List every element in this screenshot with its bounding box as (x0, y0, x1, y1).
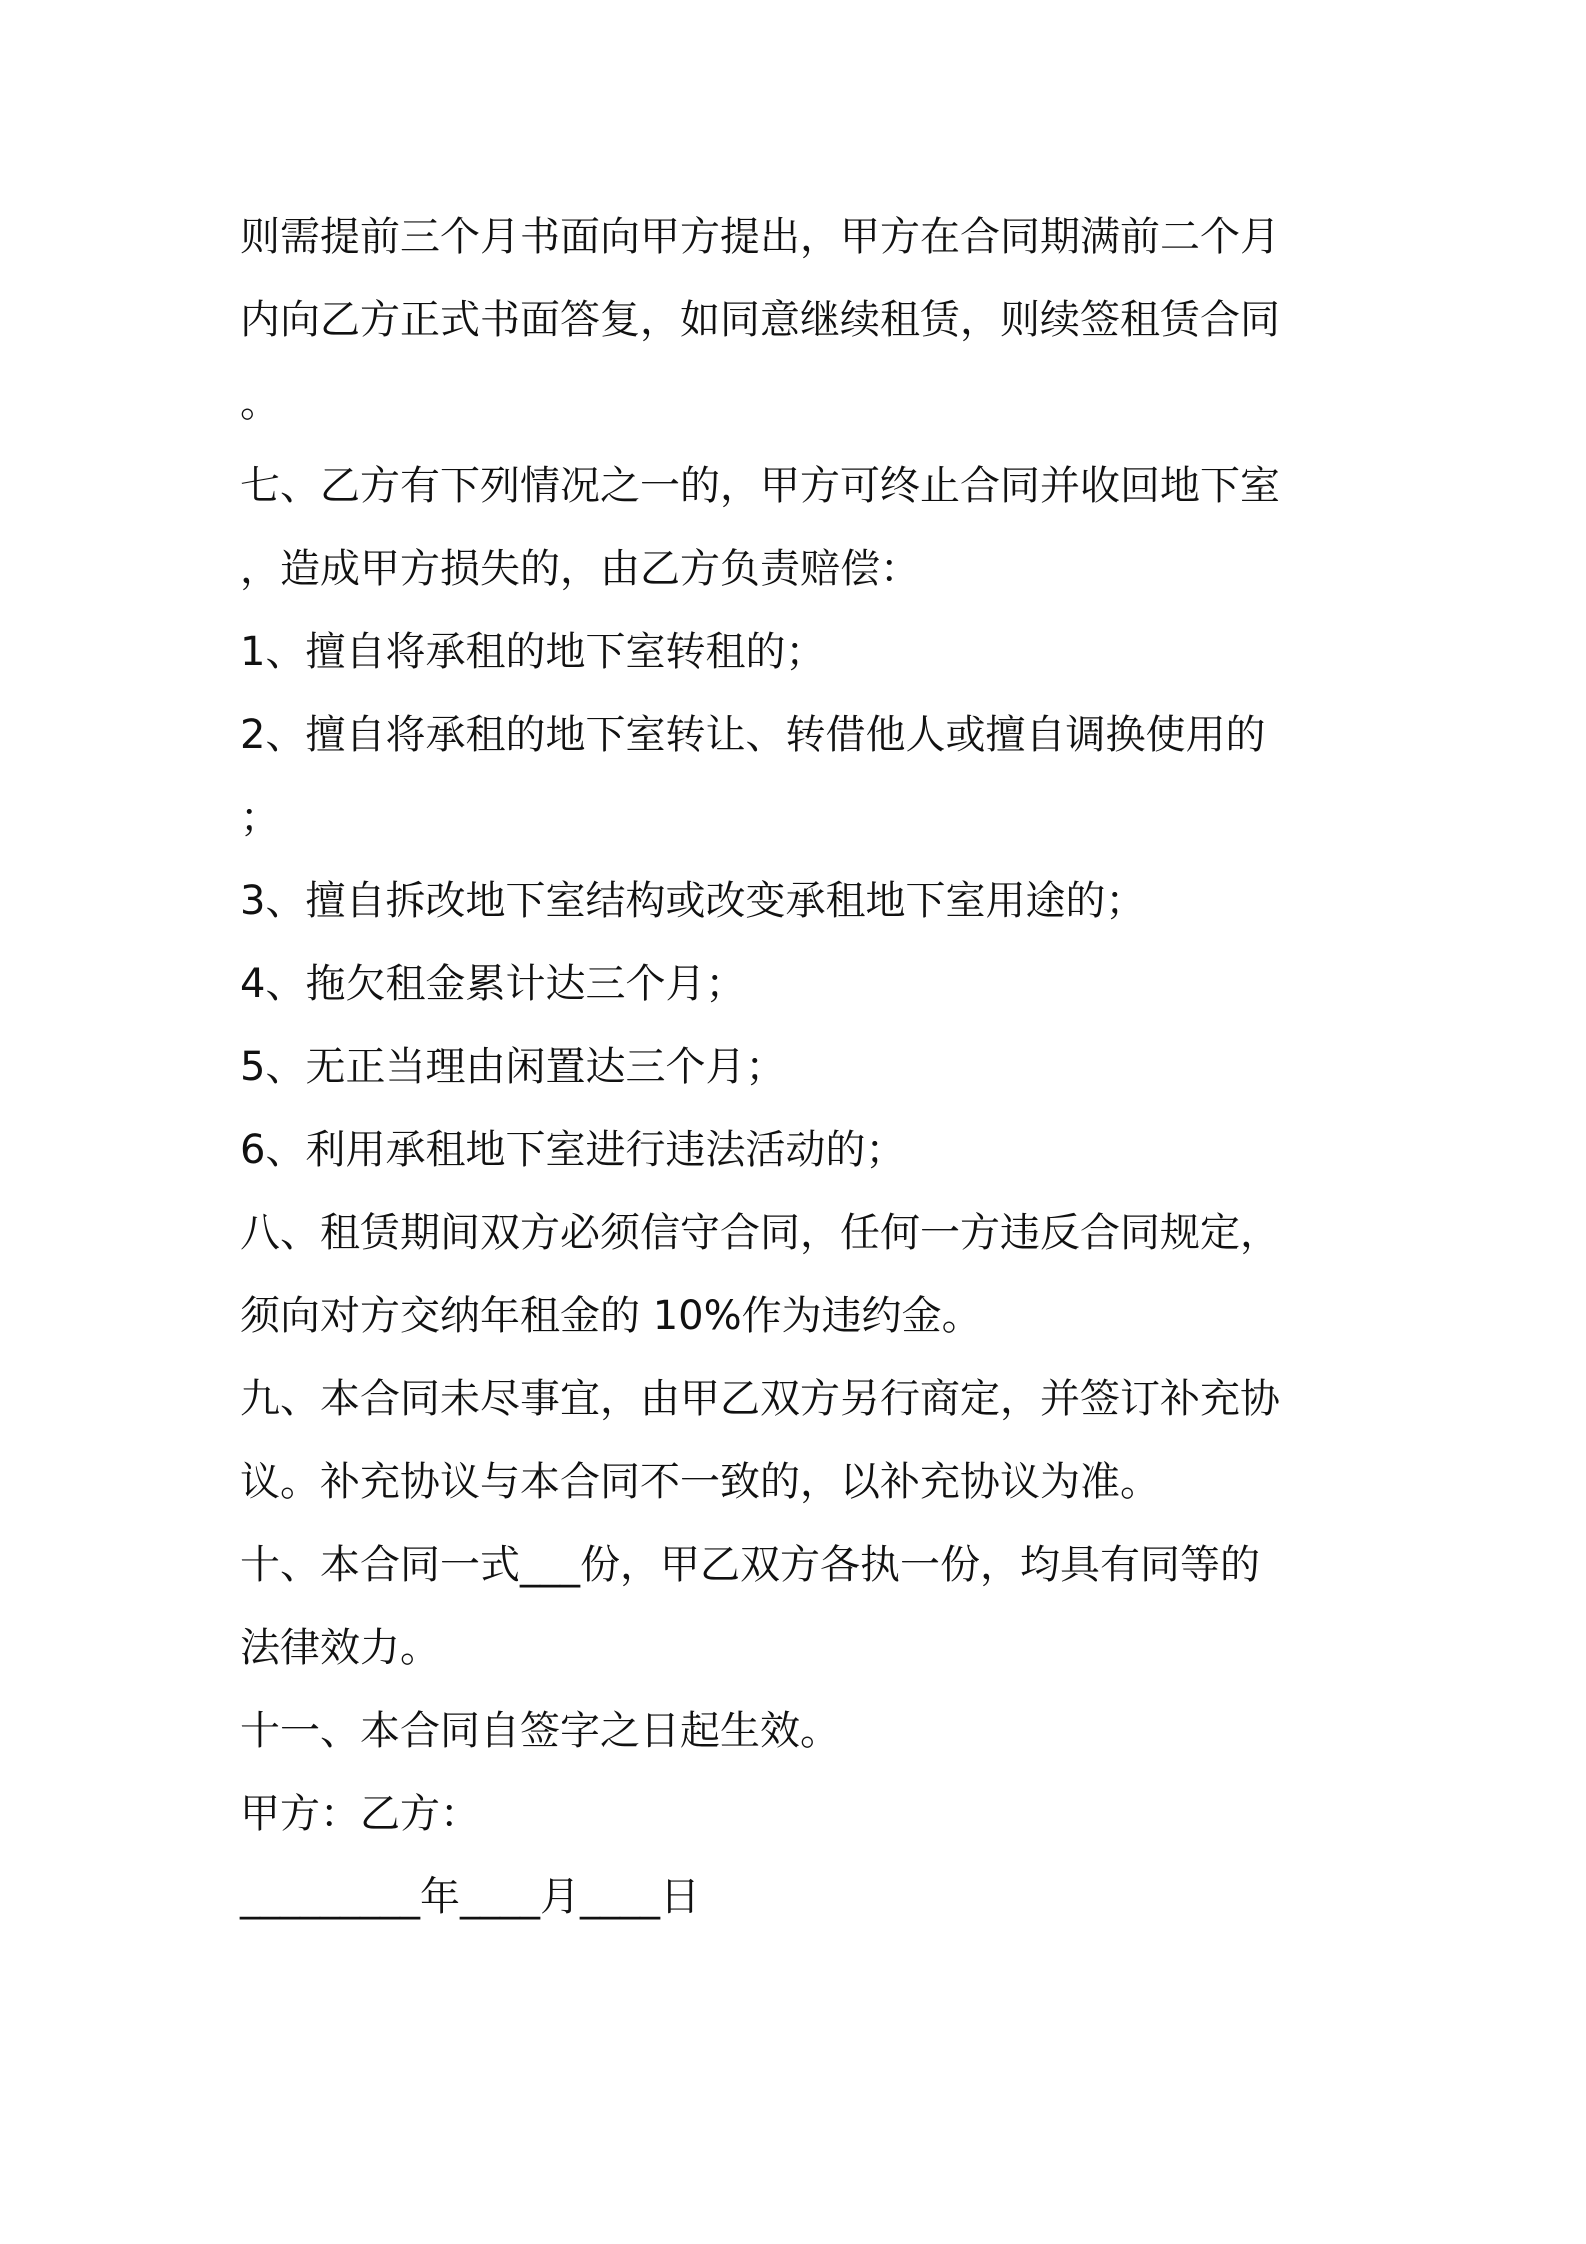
text-line: ，造成甲方损失的，由乙方负责赔偿： (240, 546, 920, 592)
text-line: 内向乙方正式书面答复，如同意继续租赁，则续签租赁合同 (240, 297, 1280, 343)
text-line: 则需提前三个月书面向甲方提出，甲方在合同期满前二个月 (240, 214, 1280, 260)
clause-11: 十一、本合同自签字之日起生效。 (240, 1708, 840, 1754)
text-line: 。 (240, 380, 280, 426)
clause-7-item-4: 4、拖欠租金累计达三个月； (240, 961, 746, 1007)
clause-10: 十、本合同一式___份，甲乙双方各执一份，均具有同等的 (240, 1542, 1260, 1588)
clause-7-item-5: 5、无正当理由闲置达三个月； (240, 1044, 786, 1090)
clause-7-item-3: 3、擅自拆改地下室结构或改变承租地下室用途的； (240, 878, 1146, 924)
signature-parties: 甲方：乙方： (240, 1791, 480, 1837)
contract-text (240, 196, 1360, 1939)
clause-8: 八、租赁期间双方必须信守合同，任何一方违反合同规定， (240, 1210, 1280, 1256)
clause-7-item-1: 1、擅自将承租的地下室转租的； (240, 629, 826, 675)
clause-7-item-6: 6、利用承租地下室进行违法活动的； (240, 1127, 906, 1173)
signature-date: _________年____月____日 (240, 1874, 700, 1920)
clause-7-item-2: 2、擅自将承租的地下室转让、转借他人或擅自调换使用的 (240, 712, 1266, 758)
clause-7-heading: 七、乙方有下列情况之一的，甲方可终止合同并收回地下室 (240, 463, 1280, 509)
text-line: 议。补充协议与本合同不一致的，以补充协议为准。 (240, 1459, 1160, 1505)
text-line: 须向对方交纳年租金的 10%作为违约金。 (240, 1293, 982, 1339)
clause-9: 九、本合同未尽事宜，由甲乙双方另行商定，并签订补充协 (240, 1376, 1280, 1422)
text-line: ； (240, 795, 280, 841)
text-line: 法律效力。 (240, 1625, 440, 1671)
